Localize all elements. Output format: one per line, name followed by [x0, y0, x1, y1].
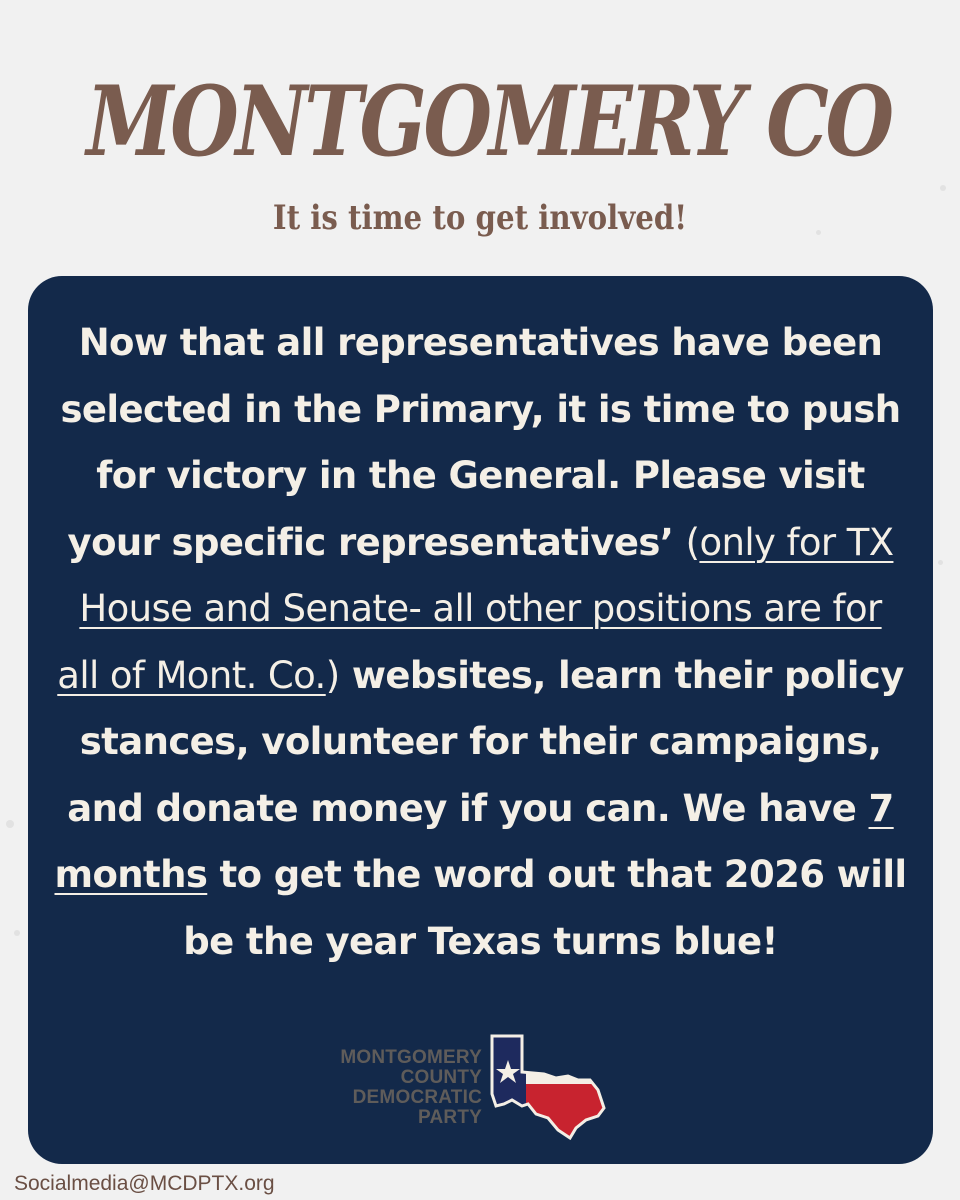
logo-line-party: PARTY	[418, 1107, 482, 1128]
office-scope-note: only for TX House and Senate- all other positions are for all of Mont. Co.	[57, 520, 894, 697]
message-part-1: Now that all representatives have been selected in the Primary, it is time to push for victory in the General. Please visit your specific representatives’	[60, 321, 901, 564]
logo-line-democratic: DEMOCRATIC	[352, 1087, 482, 1108]
note-paren-close: )	[325, 653, 340, 697]
contact-email[interactable]: Socialmedia@MCDPTX.org	[14, 1172, 275, 1195]
page-title: MONTGOMERY CO	[86, 65, 891, 178]
party-logo-text	[286, 1048, 482, 1128]
texas-flag-map-icon	[486, 1034, 610, 1140]
note-paren-open: (	[685, 520, 700, 564]
party-logo	[286, 1032, 616, 1142]
message-part-2: websites, learn their policy stances, volunteer for their campaigns, and donate money if you can. We have	[67, 653, 904, 830]
logo-line-county: COUNTY	[400, 1067, 482, 1088]
background-speckle	[938, 560, 943, 565]
page-subtitle: It is time to get involved!	[272, 198, 688, 238]
logo-line-montgomery: MONTGOMERY	[340, 1047, 482, 1068]
message-panel	[28, 276, 933, 1164]
background-speckle	[6, 820, 14, 828]
background-speckle	[14, 930, 20, 936]
message-part-3: to get the word out that 2026 will be the year Texas turns blue!	[183, 853, 907, 963]
message-text	[54, 310, 907, 975]
time-remaining-emphasis: 7 months	[54, 786, 894, 896]
background-speckle	[940, 185, 946, 191]
